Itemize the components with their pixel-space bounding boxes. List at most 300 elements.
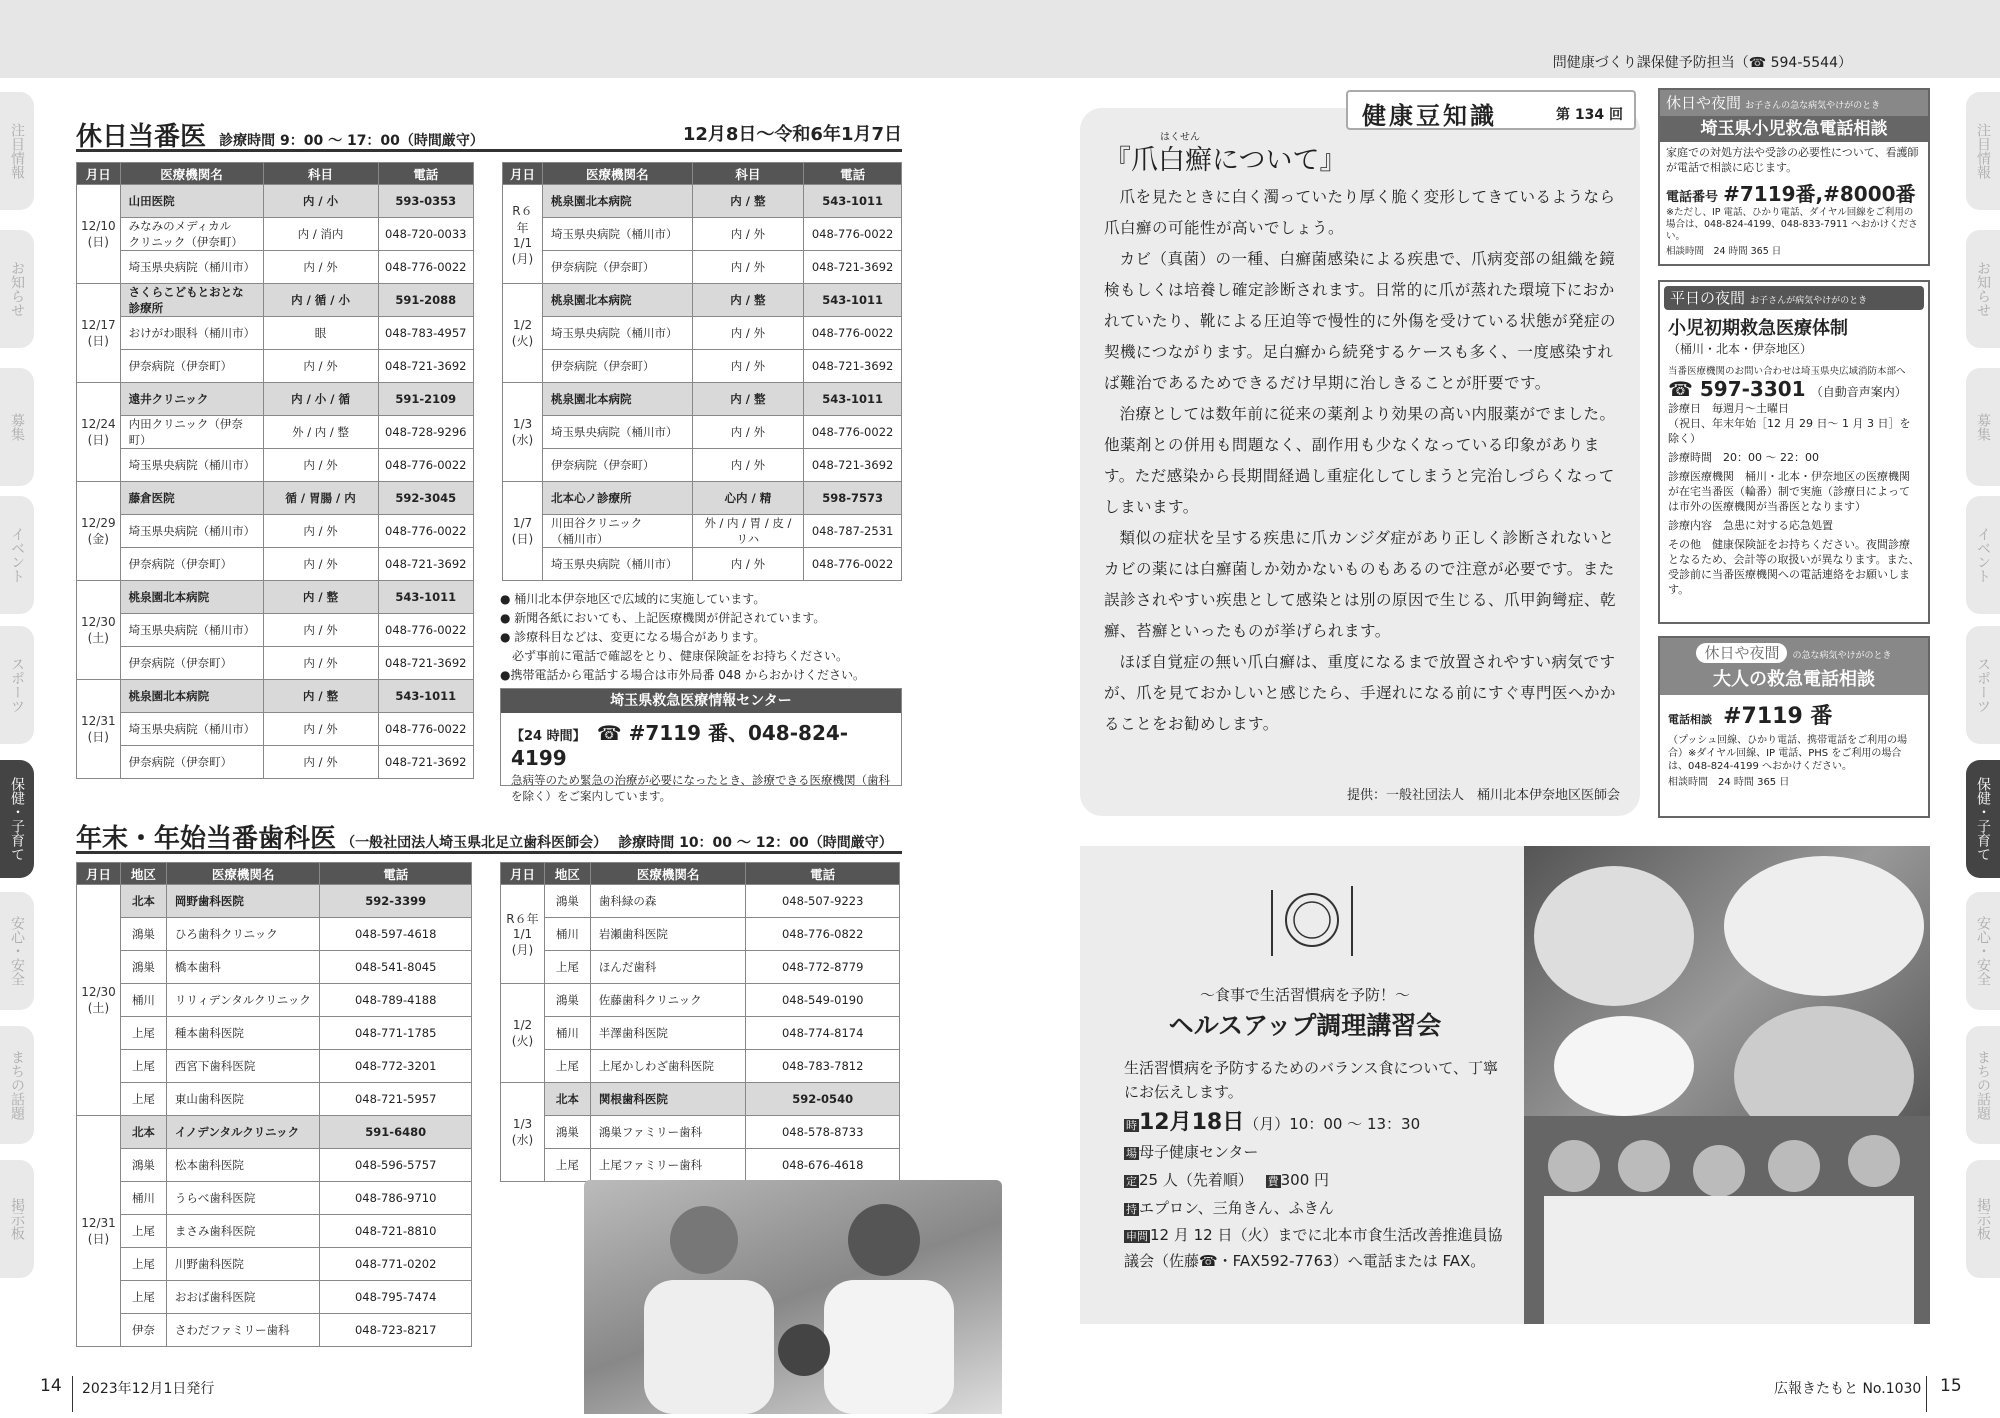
clinic-phone: 048-721-3692 xyxy=(378,350,473,383)
side-tab-r5[interactable]: スポーツ xyxy=(1966,626,2000,744)
clinic-name: 伊奈病院（伊奈町） xyxy=(120,647,263,680)
side-tab-1[interactable]: 注目情報 xyxy=(0,92,34,210)
clinic-name: 埼玉県央病院（桶川市） xyxy=(120,449,263,482)
dental-heading xyxy=(76,818,902,854)
table-row xyxy=(77,951,472,984)
adult-note: （プッシュ回線、ひかり電話、携帯電話をご利用の場合）※ダイヤル回線、IP 電話、PHS をご利用の場合は、048-824-4199 へおかけください。 xyxy=(1668,735,1908,772)
row-date: 12/31 (日) xyxy=(77,680,121,779)
child-note: ※ただし、IP 電話、ひかり電話、ダイヤル回線をご利用の場合は、048-824-4199、048-833-7911 へおかけください。 xyxy=(1666,207,1918,242)
emergency-center-desc: 急病等のため緊急の治療が必要になったとき、診療できる医療機関（歯科を除く）をご案内しています。 xyxy=(511,773,891,803)
note-3: ● 診療科目などは、変更になる場合があります。 xyxy=(500,630,766,644)
table-row xyxy=(77,1116,472,1149)
table-row xyxy=(503,515,902,548)
clinic-phone: 048-776-0022 xyxy=(804,416,902,449)
clinic-area: 上尾 xyxy=(120,1248,166,1281)
header-contact: 問健康づくり課保健予防担当（☎ 594-5544） xyxy=(1552,55,1852,71)
side-tab-7[interactable]: 安心・安全 xyxy=(0,892,34,1010)
clinic-dept: 外 / 内 / 整 xyxy=(263,416,378,449)
date-tag: 時 xyxy=(1126,1119,1137,1132)
clinic-name: 桃泉園北本病院 xyxy=(542,284,692,317)
clinic-name: 佐藤歯科クリニック xyxy=(590,984,746,1017)
clinic-name: 埼玉県央病院（桶川市） xyxy=(542,218,692,251)
clinic-dept: 内 / 整 xyxy=(692,185,804,218)
clinic-phone: 591-2088 xyxy=(378,284,473,317)
clinic-phone: 048-723-8217 xyxy=(320,1314,472,1347)
footer-right-divider xyxy=(1926,1376,1927,1412)
night-care-box xyxy=(1658,280,1930,624)
clinic-dept: 心内 / 精 xyxy=(692,482,804,515)
table-row xyxy=(503,218,902,251)
clinic-phone: 048-786-9710 xyxy=(320,1182,472,1215)
side-tab-r1[interactable]: 注目情報 xyxy=(1966,92,2000,210)
clinic-phone: 048-507-9223 xyxy=(746,885,900,918)
child-hours: 相談時間 24 時間 365 日 xyxy=(1666,246,1782,257)
clinic-name: 桃泉園北本病院 xyxy=(542,185,692,218)
clinic-area: 鴻巣 xyxy=(544,885,590,918)
side-tab-r8[interactable]: まちの話題 xyxy=(1966,1026,2000,1144)
table-row xyxy=(501,951,900,984)
table-row xyxy=(77,383,474,416)
table-row xyxy=(77,1083,472,1116)
clinic-phone: 048-728-9296 xyxy=(378,416,473,449)
cooking-fee: 300 円 xyxy=(1280,1171,1330,1189)
emergency-center-phone: ☎ #7119 番、048-824-4199 xyxy=(511,721,849,770)
cooking-bring: エプロン、三角きん、ふきん xyxy=(1139,1199,1334,1217)
clinic-area: 桶川 xyxy=(120,1182,166,1215)
table-row xyxy=(77,1248,472,1281)
clinic-phone: 048-783-7812 xyxy=(746,1050,900,1083)
clinic-name: さわだファミリー歯科 xyxy=(166,1314,320,1347)
clinic-phone: 048-774-8174 xyxy=(746,1017,900,1050)
clinic-name: 松本歯科医院 xyxy=(166,1149,320,1182)
holiday-title: 休日当番医 xyxy=(76,122,207,152)
table-row xyxy=(503,482,902,515)
clinic-name: 伊奈病院（伊奈町） xyxy=(542,251,692,284)
col-phone: 電話 xyxy=(746,863,900,885)
note-1: ● 桶川北本伊奈地区で広域的に実施しています。 xyxy=(500,592,766,606)
clinic-name: 種本歯科医院 xyxy=(166,1017,320,1050)
clinic-name: 藤倉医院 xyxy=(120,482,263,515)
clinic-name: 関根歯科医院 xyxy=(590,1083,746,1116)
clinic-name: まさみ歯科医院 xyxy=(166,1215,320,1248)
holiday-range: 12月8日～令和6年1月7日 xyxy=(682,124,902,145)
clinic-name: イノデンタルクリニック xyxy=(166,1116,320,1149)
side-tab-r6[interactable]: 保健・子育て xyxy=(1966,760,2000,878)
clinic-phone: 048-789-4188 xyxy=(320,984,472,1017)
clinic-area: 上尾 xyxy=(120,1281,166,1314)
side-tab-r9[interactable]: 掲示板 xyxy=(1966,1160,2000,1278)
clinic-phone: 048-597-4618 xyxy=(320,918,472,951)
cooking-photo xyxy=(1524,846,1930,1324)
col-name: 医療機関名 xyxy=(120,163,263,185)
cooking-subtitle: ～食事で生活習慣病を予防！～ xyxy=(1199,986,1410,1004)
footer-right-pub: 広報きたもと No.1030 xyxy=(1774,1381,1922,1397)
cutlery-icon xyxy=(1262,880,1362,964)
side-tab-4[interactable]: イベント xyxy=(0,496,34,614)
clinic-dept: 内 / 外 xyxy=(692,416,804,449)
child-phone-box xyxy=(1658,88,1930,266)
clinic-area: 桶川 xyxy=(544,918,590,951)
article-issue: 第 134 回 xyxy=(1556,107,1623,123)
table-row xyxy=(77,1314,472,1347)
clinic-name: 伊奈病院（伊奈町） xyxy=(120,548,263,581)
clinic-name: 伊奈病院（伊奈町） xyxy=(542,449,692,482)
clinic-area: 上尾 xyxy=(544,951,590,984)
table-row xyxy=(77,1182,472,1215)
night-title: 小児初期救急医療体制 xyxy=(1668,318,1848,339)
clinic-name: 伊奈病院（伊奈町） xyxy=(120,350,263,383)
clinic-name: 桃泉園北本病院 xyxy=(120,581,263,614)
table-row xyxy=(77,218,474,251)
clinic-name: 桃泉園北本病院 xyxy=(120,680,263,713)
cooking-capacity: 25 人（先着順） xyxy=(1139,1171,1253,1189)
clinic-phone: 048-720-0033 xyxy=(378,218,473,251)
table-row xyxy=(77,482,474,515)
clinic-phone: 048-783-4957 xyxy=(378,317,473,350)
table-row xyxy=(77,284,474,317)
clinic-name: みなみのメディカル クリニック（伊奈町） xyxy=(120,218,263,251)
clinic-phone: 048-721-3692 xyxy=(804,251,902,284)
emergency-center-title: 埼玉県救急医療情報センター xyxy=(501,689,901,713)
table-row xyxy=(77,449,474,482)
article-header: 健康豆知識 xyxy=(1362,102,1497,130)
col-name: 医療機関名 xyxy=(166,863,320,885)
clinic-area: 上尾 xyxy=(120,1083,166,1116)
clinic-phone: 543-1011 xyxy=(804,185,902,218)
clinic-dept: 内 / 外 xyxy=(263,515,378,548)
clinic-phone: 048-721-5957 xyxy=(320,1083,472,1116)
table-row xyxy=(501,1149,900,1182)
clinic-dept: 内 / 小 / 循 xyxy=(263,383,378,416)
clinic-phone: 591-2109 xyxy=(378,383,473,416)
row-date: 12/30 (土) xyxy=(77,581,121,680)
clinic-name: 埼玉県央病院（桶川市） xyxy=(120,251,263,284)
row-date: 1/3 (水) xyxy=(501,1083,545,1182)
clinic-phone: 048-578-8733 xyxy=(746,1116,900,1149)
clinic-phone: 048-776-0022 xyxy=(804,548,902,581)
dental-hours: 診療時間 10：00 ～ 12：00（時間厳守） xyxy=(618,835,893,851)
clinic-area: 上尾 xyxy=(120,1050,166,1083)
table-row xyxy=(77,185,474,218)
side-tab-6[interactable]: 保健・子育て xyxy=(0,760,34,878)
article-title: 『爪白癬について』 xyxy=(1104,145,1347,176)
clinic-area: 鴻巣 xyxy=(544,984,590,1017)
clinic-dept: 眼 xyxy=(263,317,378,350)
row-date: 12/29 (金) xyxy=(77,482,121,581)
clinic-name: 上尾かしわざ歯科医院 xyxy=(590,1050,746,1083)
clinic-name: ひろ歯科クリニック xyxy=(166,918,320,951)
side-tab-3[interactable]: 募集 xyxy=(0,368,34,486)
side-tab-5[interactable]: スポーツ xyxy=(0,626,34,744)
place-tag: 場 xyxy=(1126,1147,1137,1160)
table-row xyxy=(77,614,474,647)
clinic-name: 桃泉園北本病院 xyxy=(542,383,692,416)
cooking-date: 12月18日 xyxy=(1139,1110,1245,1135)
clinic-dept: 内 / 外 xyxy=(692,251,804,284)
clinic-area: 鴻巣 xyxy=(544,1116,590,1149)
table-row xyxy=(77,416,474,449)
clinic-phone: 048-721-3692 xyxy=(378,746,473,779)
capacity-tag: 定 xyxy=(1126,1175,1137,1188)
clinic-name: 埼玉県央病院（桶川市） xyxy=(542,416,692,449)
table-row xyxy=(503,548,902,581)
holiday-hours: 診療時間 9：00 ～ 17：00（時間厳守） xyxy=(219,133,484,149)
table-row xyxy=(503,383,902,416)
clinic-name: 埼玉県央病院（桶川市） xyxy=(120,515,263,548)
col-name: 医療機関名 xyxy=(542,163,692,185)
dental-table-left xyxy=(76,862,472,1347)
clinic-phone: 048-776-0022 xyxy=(804,218,902,251)
dental-org: （一般社団法人埼玉県北足立歯科医師会） xyxy=(341,835,608,851)
child-phone: #7119番,#8000番 xyxy=(1723,182,1916,206)
clinic-name: 川田谷クリニック （桶川市） xyxy=(542,515,692,548)
article-paragraph-4: 類似の症状を呈する疾患に爪カンジダ症があり正しく診断されないとカビの薬には白癬菌しか効かないものもあるので注意が必要です。また誤診されやすい疾患として感染とは別の原因で生じる、爪甲鉤彎症、乾癬、苔癬といったものが挙げられます。 xyxy=(1104,529,1617,640)
clinic-dept: 内 / 外 xyxy=(263,350,378,383)
table-row xyxy=(77,1017,472,1050)
adult-tag-sub: の急な病気やけがのとき xyxy=(1792,651,1892,661)
clinic-name: 山田医院 xyxy=(120,185,263,218)
clinic-phone: 598-7573 xyxy=(804,482,902,515)
row-date: 1/2 (火) xyxy=(503,284,543,383)
article-header-box xyxy=(1346,90,1636,130)
clinic-name: うらべ歯科医院 xyxy=(166,1182,320,1215)
clinic-dept: 内 / 消内 xyxy=(263,218,378,251)
table-row xyxy=(503,317,902,350)
clinic-name: 歯科緑の森 xyxy=(590,885,746,918)
night-tag-sub: お子さんが病気やけがのとき xyxy=(1750,296,1868,306)
clinic-area: 上尾 xyxy=(120,1017,166,1050)
clinic-phone: 592-3399 xyxy=(320,885,472,918)
clinic-dept: 内 / 外 xyxy=(263,713,378,746)
clinic-dept: 内 / 外 xyxy=(692,350,804,383)
clinic-phone: 593-0353 xyxy=(378,185,473,218)
clinic-phone: 048-596-5757 xyxy=(320,1149,472,1182)
col-phone: 電話 xyxy=(320,863,472,885)
fee-tag: 費 xyxy=(1267,1175,1279,1188)
table-row xyxy=(503,185,902,218)
child-desc: 家庭での対処方法や受診の必要性について、看護師が電話で相談に応じます。 xyxy=(1666,146,1919,174)
side-tab-2[interactable]: お知らせ xyxy=(0,230,34,348)
footer-right-page: 15 xyxy=(1940,1376,1962,1396)
article-paragraph-1: 爪を見たときに白く濁っていたり厚く脆く変形してきているようなら爪白癬の可能性が高いでしょう。 xyxy=(1104,188,1616,237)
clinic-name: 岩瀬歯科医院 xyxy=(590,918,746,951)
clinic-name: 埼玉県央病院（桶川市） xyxy=(120,614,263,647)
clinic-phone: 543-1011 xyxy=(804,284,902,317)
night-time: 診療時間 20：00 ～ 22：00 xyxy=(1668,451,1819,464)
clinic-area: 上尾 xyxy=(544,1149,590,1182)
table-row xyxy=(77,350,474,383)
table-row xyxy=(503,251,902,284)
row-date: 1/7 (日) xyxy=(503,482,543,581)
clinic-name: 東山歯科医院 xyxy=(166,1083,320,1116)
table-row xyxy=(77,1050,472,1083)
clinic-phone: 543-1011 xyxy=(804,383,902,416)
col-phone: 電話 xyxy=(378,163,473,185)
night-phone: ☎ 597-3301 xyxy=(1668,377,1806,401)
clinic-area: 桶川 xyxy=(120,984,166,1017)
adult-hours: 相談時間 24 時間 365 日 xyxy=(1668,777,1790,788)
clinic-name: 遠井クリニック xyxy=(120,383,263,416)
table-row xyxy=(77,984,472,1017)
clinic-name: おおば歯科医院 xyxy=(166,1281,320,1314)
dental-table-right-wrap xyxy=(500,862,900,1182)
clinic-name: 北本心ノ診療所 xyxy=(542,482,692,515)
clinic-area: 北本 xyxy=(120,885,166,918)
clinic-dept: 循 / 胃腸 / 内 xyxy=(263,482,378,515)
table-row xyxy=(501,885,900,918)
side-tab-9[interactable]: 掲示板 xyxy=(0,1160,34,1278)
clinic-phone: 543-1011 xyxy=(378,581,473,614)
holiday-table-left-wrap xyxy=(76,162,474,779)
row-date: 1/2 (火) xyxy=(501,984,545,1083)
col-date: 月日 xyxy=(501,863,545,885)
clinic-phone: 048-776-0022 xyxy=(378,449,473,482)
clinic-dept: 内 / 整 xyxy=(692,383,804,416)
holiday-heading xyxy=(76,116,902,152)
clinic-dept: 内 / 外 xyxy=(263,548,378,581)
adult-tag: 休日や夜間 xyxy=(1696,643,1787,663)
note-4: 必ず事前に電話で確認をとり、健康保険証をお持ちください。 xyxy=(500,649,849,663)
table-row xyxy=(501,984,900,1017)
side-tab-r7[interactable]: 安心・安全 xyxy=(1966,892,2000,1010)
cooking-apply: 12 月 12 日（火）までに北本市食生活改善推進員協議会（佐藤☎・FAX592-7763）へ電話または FAX。 xyxy=(1124,1226,1503,1270)
clinic-area: 上尾 xyxy=(544,1050,590,1083)
dental-title: 年末・年始当番歯科医 xyxy=(76,824,337,854)
night-content: 診療内容 急患に対する応急処置 xyxy=(1668,519,1833,532)
clinic-dept: 外 / 内 / 胃 / 皮 / リハ xyxy=(692,515,804,548)
clinic-name: ほんだ歯科 xyxy=(590,951,746,984)
clinic-name: 鴻巣ファミリー歯科 xyxy=(590,1116,746,1149)
adult-phone-label: 電話相談 xyxy=(1668,713,1712,726)
clinic-name: 埼玉県央病院（桶川市） xyxy=(542,548,692,581)
clinic-phone: 592-3045 xyxy=(378,482,473,515)
night-area: （桶川・北本・伊奈地区） xyxy=(1668,342,1813,356)
clinic-phone: 048-721-3692 xyxy=(804,449,902,482)
child-tag: 休日や夜間 xyxy=(1666,94,1742,112)
col-area: 地区 xyxy=(120,863,166,885)
table-row xyxy=(501,1116,900,1149)
clinic-area: 桶川 xyxy=(544,1017,590,1050)
clinic-phone: 048-541-8045 xyxy=(320,951,472,984)
clinic-dept: 内 / 外 xyxy=(692,218,804,251)
side-tab-r4[interactable]: イベント xyxy=(1966,496,2000,614)
clinic-name: 内田クリニック（伊奈町） xyxy=(120,416,263,449)
note-5: ●携帯電話から電話する場合は市外局番 048 からおかけください。 xyxy=(500,668,866,682)
row-date: 12/17 (日) xyxy=(77,284,121,383)
side-tab-8[interactable]: まちの話題 xyxy=(0,1026,34,1144)
row-date: R６年 1/1 (月) xyxy=(503,185,543,284)
row-date: 1/3 (水) xyxy=(503,383,543,482)
clinic-area: 北本 xyxy=(120,1116,166,1149)
footer-left-page: 14 xyxy=(40,1376,62,1396)
clinic-dept: 内 / 外 xyxy=(692,317,804,350)
clinic-dept: 内 / 外 xyxy=(263,614,378,647)
clinic-name: 伊奈病院（伊奈町） xyxy=(542,350,692,383)
table-row xyxy=(77,581,474,614)
col-date: 月日 xyxy=(503,163,543,185)
clinic-phone: 048-721-3692 xyxy=(804,350,902,383)
bring-tag: 持 xyxy=(1126,1203,1137,1216)
clinic-phone: 048-776-0022 xyxy=(378,614,473,647)
row-date: 12/30 (土) xyxy=(77,885,121,1116)
table-row xyxy=(77,918,472,951)
side-tab-r2[interactable]: お知らせ xyxy=(1966,230,2000,348)
clinic-name: さくらこどもとおとな 診療所 xyxy=(120,284,263,317)
cooking-desc: 生活習慣病を予防するためのバランス食について、丁寧にお伝えします。 xyxy=(1124,1059,1498,1101)
clinic-phone: 048-776-0022 xyxy=(378,713,473,746)
clinic-phone: 048-776-0022 xyxy=(378,515,473,548)
article-paragraph-2: カビ（真菌）の一種、白癬菌感染による疾患で、爪病変部の組織を鏡検もしくは培養し確定診断されます。日常的に爪が蒸れた環境下におかれていたり、靴による圧迫等で慢性的に外傷を受けている状態が発症の契機につながります。足白癬から続発するケースも多く、一度感染すれば難治であるためできるだけ早期に治しきることが肝要です。 xyxy=(1104,250,1617,392)
clinic-area: 北本 xyxy=(544,1083,590,1116)
clinic-phone: 048-676-4618 xyxy=(746,1149,900,1182)
article-paragraph-3: 治療としては数年前に従来の薬剤より効果の高い内服薬がでました。他薬剤との併用も問題なく、副作用も少なくなっている印象があります。ただ感染から長期間経過し重症化してしまうと完治しづらくなってしまいます。 xyxy=(1104,405,1616,516)
col-date: 月日 xyxy=(77,163,121,185)
dental-table-right xyxy=(500,862,900,1182)
emergency-center-box xyxy=(500,688,902,803)
table-row xyxy=(77,251,474,284)
clinic-dept: 内 / 外 xyxy=(692,449,804,482)
side-tab-r3[interactable]: 募集 xyxy=(1966,368,2000,486)
clinic-area: 鴻巣 xyxy=(120,1149,166,1182)
dentist-photo xyxy=(584,1180,1002,1414)
night-tag: 平日の夜間 xyxy=(1670,289,1746,307)
table-row xyxy=(501,1083,900,1116)
cooking-details xyxy=(1124,1110,1512,1273)
adult-title: 大人の救急電話相談 xyxy=(1713,669,1875,690)
table-row xyxy=(501,1017,900,1050)
dentist-photo-illustration xyxy=(584,1180,1002,1414)
clinic-dept: 内 / 整 xyxy=(263,680,378,713)
clinic-name: 半澤歯科医院 xyxy=(590,1017,746,1050)
adult-phone: #7119 番 xyxy=(1723,704,1833,729)
clinic-name: 川野歯科医院 xyxy=(166,1248,320,1281)
row-date: 12/10 (日) xyxy=(77,185,121,284)
clinic-name: 伊奈病院（伊奈町） xyxy=(120,746,263,779)
clinic-dept: 内 / 外 xyxy=(692,548,804,581)
col-area: 地区 xyxy=(544,863,590,885)
clinic-phone: 591-6480 xyxy=(320,1116,472,1149)
table-row xyxy=(503,416,902,449)
clinic-phone: 048-776-0022 xyxy=(378,251,473,284)
holiday-notes xyxy=(500,590,910,685)
clinic-area: 伊奈 xyxy=(120,1314,166,1347)
clinic-phone: 048-771-0202 xyxy=(320,1248,472,1281)
table-row xyxy=(501,918,900,951)
article-body xyxy=(1104,182,1624,740)
clinic-phone: 592-0540 xyxy=(746,1083,900,1116)
clinic-dept: 内 / 外 xyxy=(263,449,378,482)
clinic-dept: 内 / 外 xyxy=(263,647,378,680)
child-phone-label: 電話番号 xyxy=(1666,190,1719,205)
cooking-date-rest: （月）10：00 ～ 13：30 xyxy=(1244,1115,1421,1133)
clinic-dept: 内 / 外 xyxy=(263,251,378,284)
clinic-name: 埼玉県央病院（桶川市） xyxy=(542,317,692,350)
dental-table-left-wrap xyxy=(76,862,472,1347)
clinic-name: リリィデンタルクリニック xyxy=(166,984,320,1017)
col-dept: 科目 xyxy=(263,163,378,185)
table-row xyxy=(503,350,902,383)
clinic-phone: 048-772-8779 xyxy=(746,951,900,984)
clinic-area: 鴻巣 xyxy=(120,951,166,984)
clinic-dept: 内 / 整 xyxy=(263,581,378,614)
clinic-phone: 048-721-3692 xyxy=(378,548,473,581)
col-name: 医療機関名 xyxy=(590,863,746,885)
night-phone-sub: （自動音声案内） xyxy=(1810,385,1907,399)
clinic-phone: 048-771-1785 xyxy=(320,1017,472,1050)
table-row xyxy=(77,647,474,680)
note-2: ● 新聞各紙においても、上記医療機関が併記されています。 xyxy=(500,611,826,625)
table-row xyxy=(77,885,472,918)
